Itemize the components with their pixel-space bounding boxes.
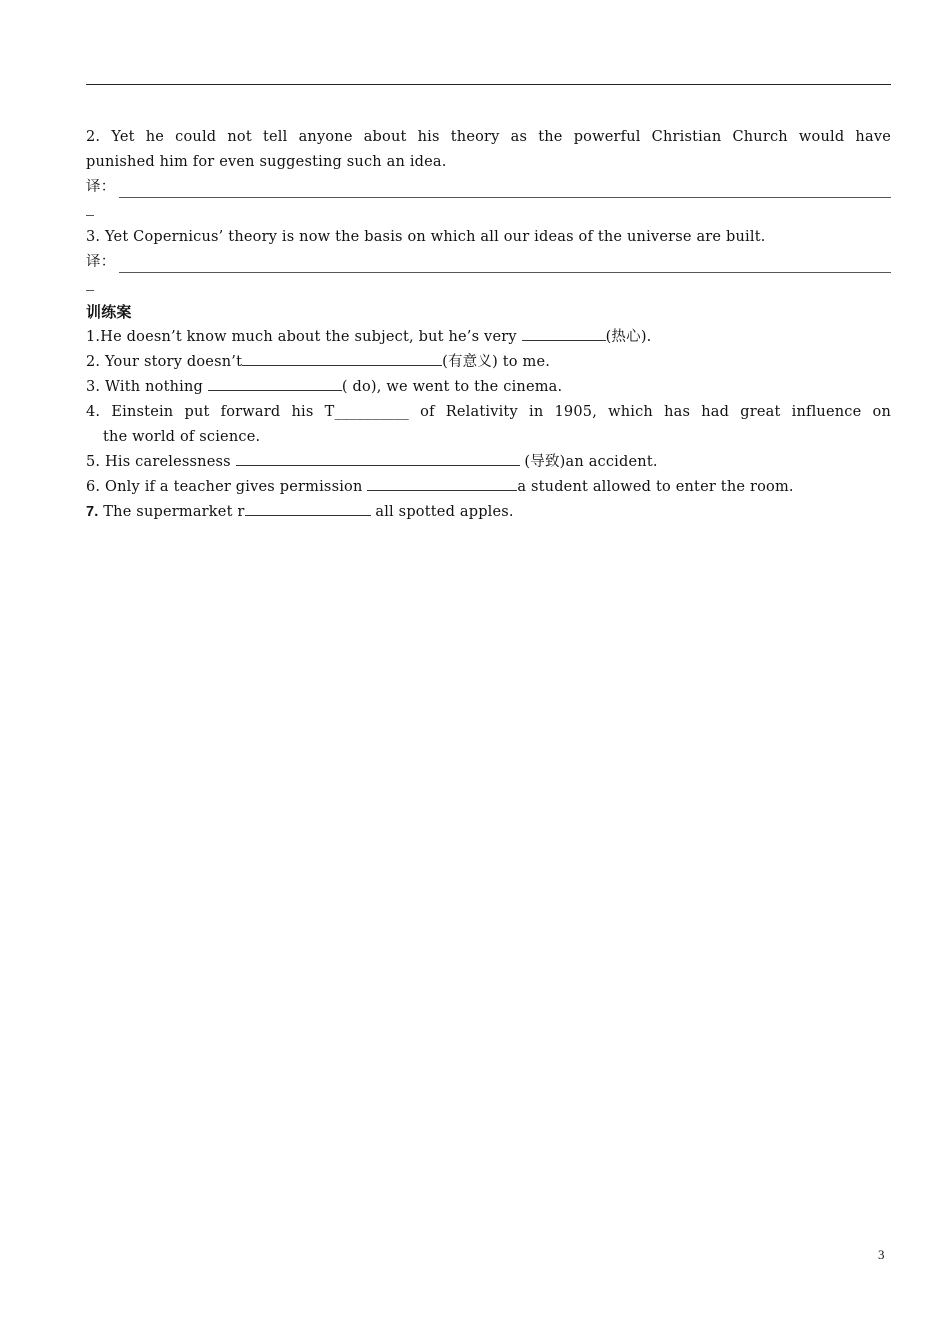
answer-blank[interactable]: [245, 501, 371, 516]
answer-blank[interactable]: [522, 326, 606, 341]
translation-answer-row: [86, 250, 891, 275]
answer-blank[interactable]: [236, 451, 520, 466]
exercise-text: 6. Only if a teacher gives permission: [86, 479, 368, 495]
answer-continuation: [86, 200, 891, 225]
exercise-text: 3. With nothing: [86, 379, 208, 395]
section-title: 训练案: [86, 303, 132, 321]
sentence-line: punished him for even suggesting such an idea.: [86, 154, 447, 170]
exercise-text: (导致)an accident.: [519, 454, 658, 470]
exercise-text: 4. Einstein put forward his T__________ of Relativity in 1905, which has had great influence on: [86, 404, 891, 420]
translation-label: 译：: [86, 179, 116, 195]
exercise-text: 1.He doesn’t know much about the subject, but he’s very: [86, 329, 522, 345]
worksheet-content: [86, 125, 891, 525]
exercise-item-3: [86, 375, 891, 400]
exercise-text: 2. Your story doesn’t: [86, 354, 243, 370]
sentence-line: 2. Yet he could not tell anyone about his theory as the powerful Christian Church would have: [86, 129, 891, 145]
translation-item-2: [86, 125, 891, 225]
sentence-line: 3. Yet Copernicus’ theory is now the basis on which all our ideas of the universe are built.: [86, 229, 766, 245]
exercise-text: ( do), we went to the cinema.: [341, 379, 563, 395]
exercise-number: 7.: [86, 504, 99, 520]
exercise-item-7: [86, 500, 891, 525]
answer-blank[interactable]: [367, 476, 517, 491]
translation-item-3: [86, 225, 891, 300]
exercise-text: all spotted apples.: [370, 504, 514, 520]
translation-label: 译：: [86, 254, 116, 270]
page-number: 3: [878, 1247, 885, 1262]
exercise-text: (热心).: [605, 329, 652, 345]
exercise-item-4: [86, 400, 891, 450]
exercise-item-1: [86, 325, 891, 350]
translation-answer-blank[interactable]: [119, 255, 891, 273]
exercise-item-2: [86, 350, 891, 375]
translation-answer-row: [86, 175, 891, 200]
exercise-item-6: [86, 475, 891, 500]
exercise-text: 5. His carelessness: [86, 454, 236, 470]
translation-answer-blank[interactable]: [119, 180, 891, 198]
exercise-text: (有意义) to me.: [442, 354, 551, 370]
answer-blank[interactable]: [208, 376, 342, 391]
exercise-item-5: [86, 450, 891, 475]
answer-blank[interactable]: [242, 351, 442, 366]
answer-continuation: [86, 275, 891, 300]
header-rule: [86, 84, 891, 85]
exercise-text: The supermarket r: [98, 504, 245, 520]
exercise-text: the world of science.: [103, 429, 261, 445]
exercise-text: a student allowed to enter the room.: [517, 479, 794, 495]
